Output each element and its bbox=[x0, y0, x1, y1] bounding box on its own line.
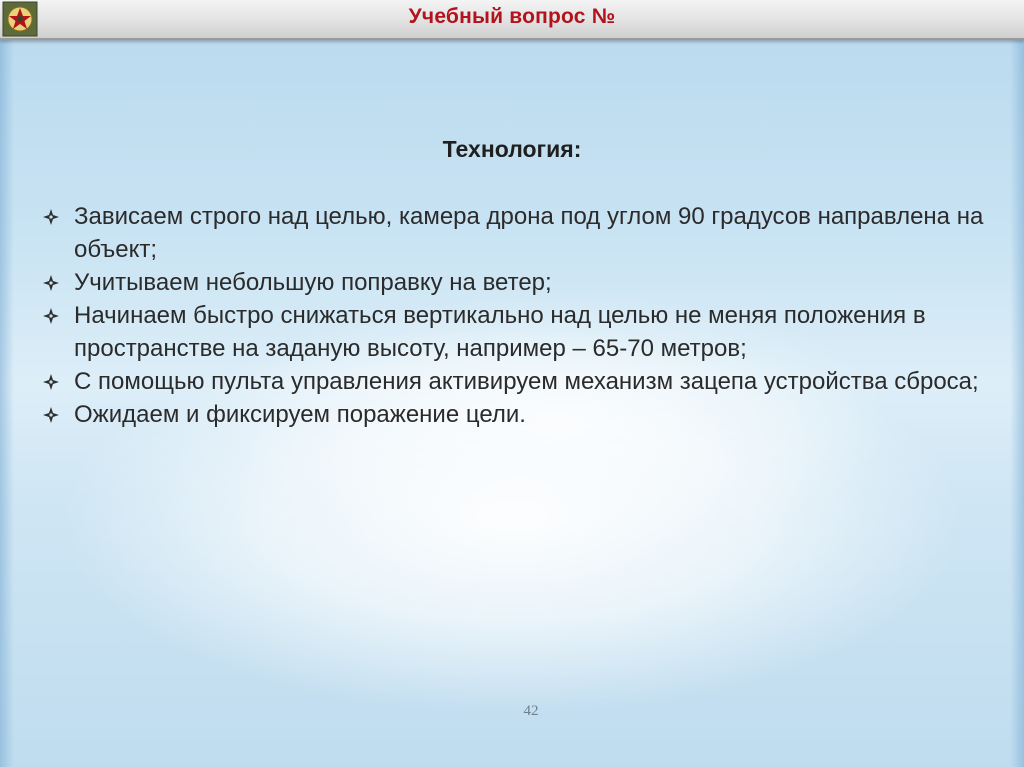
list-item bbox=[42, 365, 1002, 398]
bullet-list bbox=[42, 200, 1002, 431]
diamond-bullet-icon bbox=[42, 406, 60, 424]
list-item bbox=[42, 398, 1002, 431]
diamond-bullet-icon bbox=[42, 208, 60, 226]
bullet-text: Начинаем быстро снижаться вертикально над целью не меняя положения в пространстве на заданую высоту, например – 65-70 метров; bbox=[74, 302, 926, 362]
content-heading: Технология: bbox=[442, 136, 582, 162]
bullet-text: Зависаем строго над целью, камера дрона под углом 90 градусов направлена на объект; bbox=[74, 203, 984, 263]
diamond-bullet-icon bbox=[42, 274, 60, 292]
list-item bbox=[42, 200, 1002, 266]
bullet-text: С помощью пульта управления активируем механизм зацепа устройства сброса; bbox=[74, 368, 979, 395]
bullet-text: Учитываем небольшую поправку на ветер; bbox=[74, 269, 552, 296]
page-number: 42 bbox=[523, 703, 539, 719]
bullet-text: Ожидаем и фиксируем поражение цели. bbox=[74, 401, 526, 428]
list-item bbox=[42, 299, 1002, 365]
list-item bbox=[42, 266, 1002, 299]
diamond-bullet-icon bbox=[42, 373, 60, 391]
header-title: Учебный вопрос № bbox=[408, 5, 616, 28]
diamond-bullet-icon bbox=[42, 307, 60, 325]
